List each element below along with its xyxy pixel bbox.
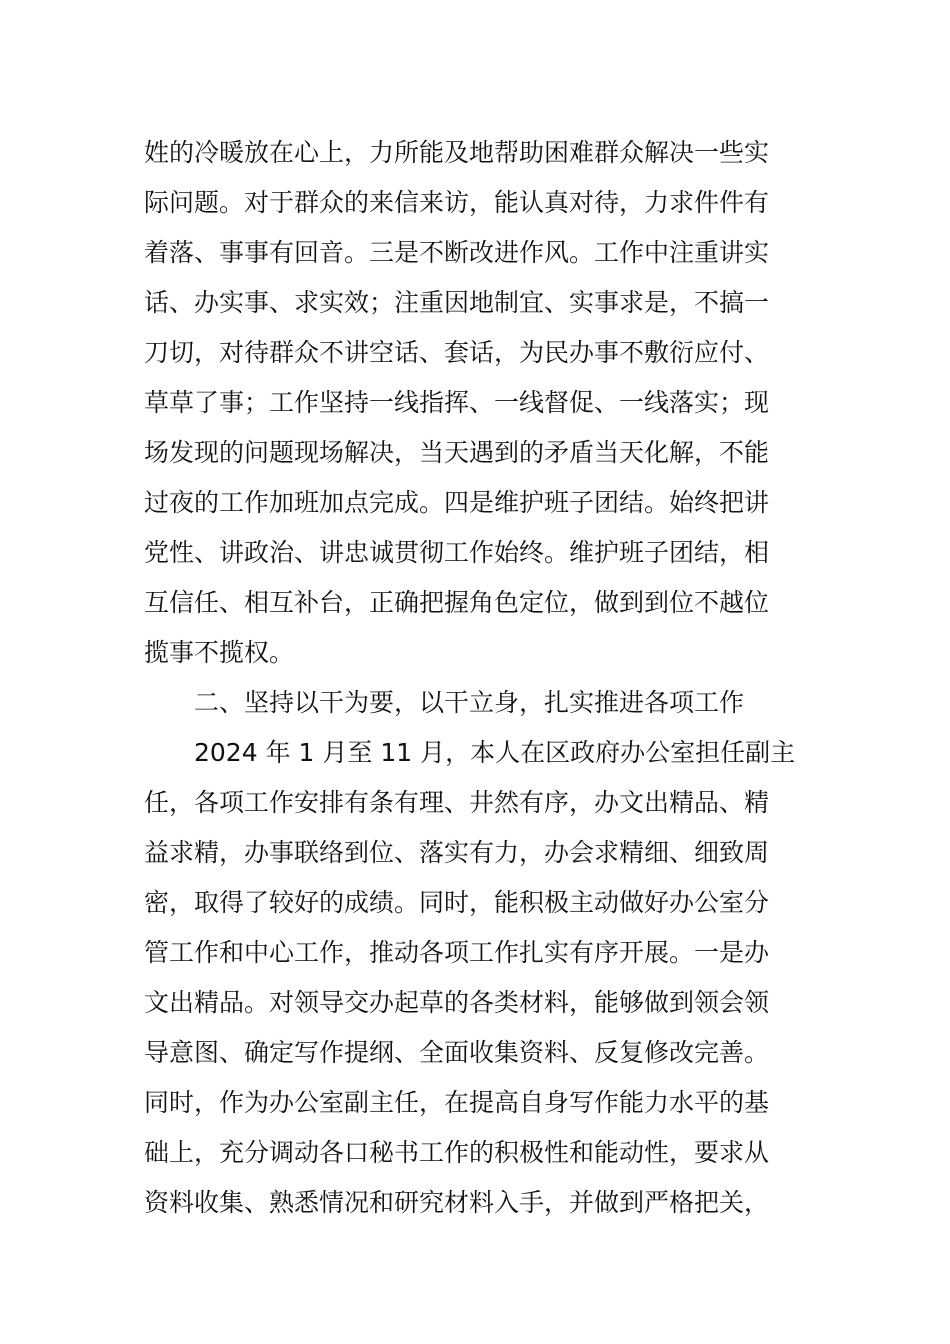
text-line: 础上，充分调动各口秘书工作的积极性和能动性，要求从 (144, 1138, 770, 1167)
text-line: 场发现的问题现场解决，当天遇到的矛盾当天化解，不能 (144, 438, 770, 467)
text-line: 话、办实事、求实效；注重因地制宜、实事求是，不搞一 (144, 288, 770, 317)
text-line: 过夜的工作加班加点完成。四是维护班子团结。始终把讲 (144, 488, 770, 517)
text-line: 互信任、相互补台，正确把握角色定位，做到到位不越位 (144, 588, 770, 617)
paragraph-first-line: 2024 年 1 月至 11 月，本人在区政府办公室担任副主 (194, 738, 796, 767)
text-line: 益求精，办事联络到位、落实有力，办会求精细、细致周 (144, 838, 770, 867)
text-line: 资料收集、熟悉情况和研究材料入手，并做到严格把关， (144, 1188, 770, 1217)
text-line: 草草了事；工作坚持一线指挥、一线督促、一线落实；现 (144, 388, 770, 417)
text-line: 着落、事事有回音。三是不断改进作风。工作中注重讲实 (144, 238, 770, 267)
body-text (144, 128, 816, 1228)
paragraph-first-line: 二、坚持以干为要，以干立身，扎实推进各项工作 (194, 688, 745, 717)
text-line: 同时，作为办公室副主任，在提高自身写作能力水平的基 (144, 1088, 770, 1117)
text-line: 任，各项工作安排有条有理、井然有序，办文出精品、精 (144, 788, 770, 817)
text-line: 党性、讲政治、讲忠诚贯彻工作始终。维护班子团结，相 (144, 538, 770, 567)
text-line: 揽事不揽权。 (144, 638, 295, 667)
text-line: 刀切，对待群众不讲空话、套话，为民办事不敷衍应付、 (144, 338, 770, 367)
text-line: 际问题。对于群众的来信来访，能认真对待，力求件件有 (144, 188, 770, 217)
text-line: 管工作和中心工作，推动各项工作扎实有序开展。一是办 (144, 938, 770, 967)
text-line: 姓的冷暖放在心上，力所能及地帮助困难群众解决一些实 (144, 138, 770, 167)
text-line: 文出精品。对领导交办起草的各类材料，能够做到领会领 (144, 988, 770, 1017)
text-line: 导意图、确定写作提纲、全面收集资料、反复修改完善。 (144, 1038, 770, 1067)
text-line: 密，取得了较好的成绩。同时，能积极主动做好办公室分 (144, 888, 770, 917)
